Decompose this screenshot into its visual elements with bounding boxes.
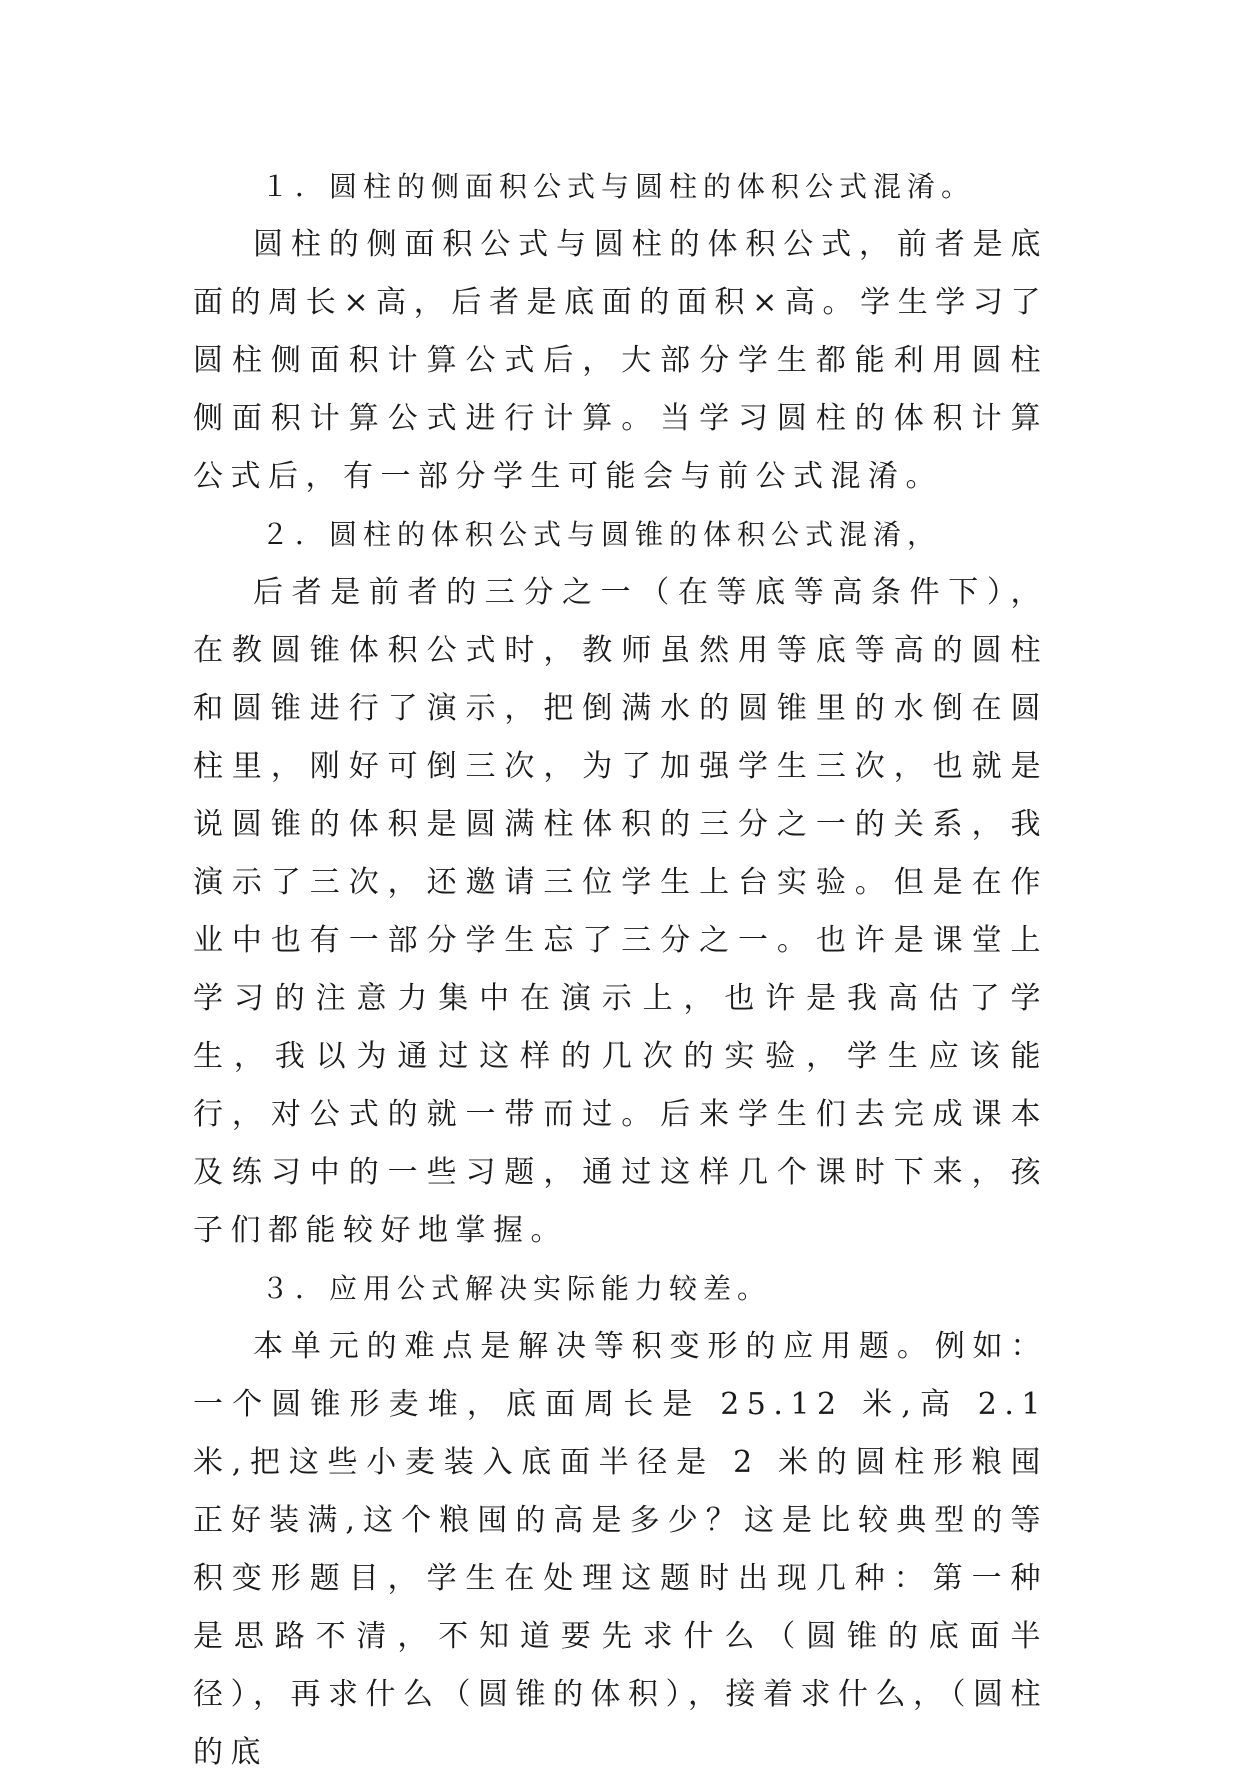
document-body xyxy=(193,158,1048,1782)
paragraph-1: 圆柱的侧面积公式与圆柱的体积公式，前者是底面的周长×高，后者是底面的面积×高。学生学习了圆柱侧面积计算公式后，大部分学生都能利用圆柱侧面积计算公式进行计算。当学习圆柱的体积计算公式后，有一部分学生可能会与前公式混淆。 xyxy=(193,227,1048,494)
section-heading-3: ３．应用公式解决实际能力较差。 xyxy=(261,1272,772,1305)
section-heading-1: １．圆柱的侧面积公式与圆柱的体积公式混淆。 xyxy=(261,170,976,203)
paragraph-2: 后者是前者的三分之一（在等底等高条件下），在教圆锥体积公式时，教师虽然用等底等高的圆柱和圆锥进行了演示，把倒满水的圆锥里的水倒在圆柱里，刚好可倒三次，为了加强学生三次，也就是说圆锥的体积是圆满柱体积的三分之一的关系，我演示了三次，还邀请三位学生上台实验。但是在作业中也有一部分学生忘了三分之一。也许是课堂上学习的注意力集中在演示上，也许是我高估了学生，我以为通过这样的几次的实验，学生应该能行，对公式的就一带而过。后来学生们去完成课本及练习中的一些习题，通过这样几个课时下来，孩子们都能较好地掌握。 xyxy=(193,575,1048,1248)
section-heading-2: ２．圆柱的体积公式与圆锥的体积公式混淆， xyxy=(261,518,942,551)
paragraph-3: 本单元的难点是解决等积变形的应用题。例如：一个圆锥形麦堆，底面周长是 25.12 米,高 2.1 米,把这些小麦装入底面半径是 2 米的圆柱形粮囤正好装满,这个粮囤的高是多少？这是比较典型的等积变形题目，学生在处理这题时出现几种：第一种是思路不清，不知道要先求什么（圆锥的底面半径），再求什么（圆锥的体积），接着求什么，（圆柱的底 xyxy=(193,1329,1048,1770)
